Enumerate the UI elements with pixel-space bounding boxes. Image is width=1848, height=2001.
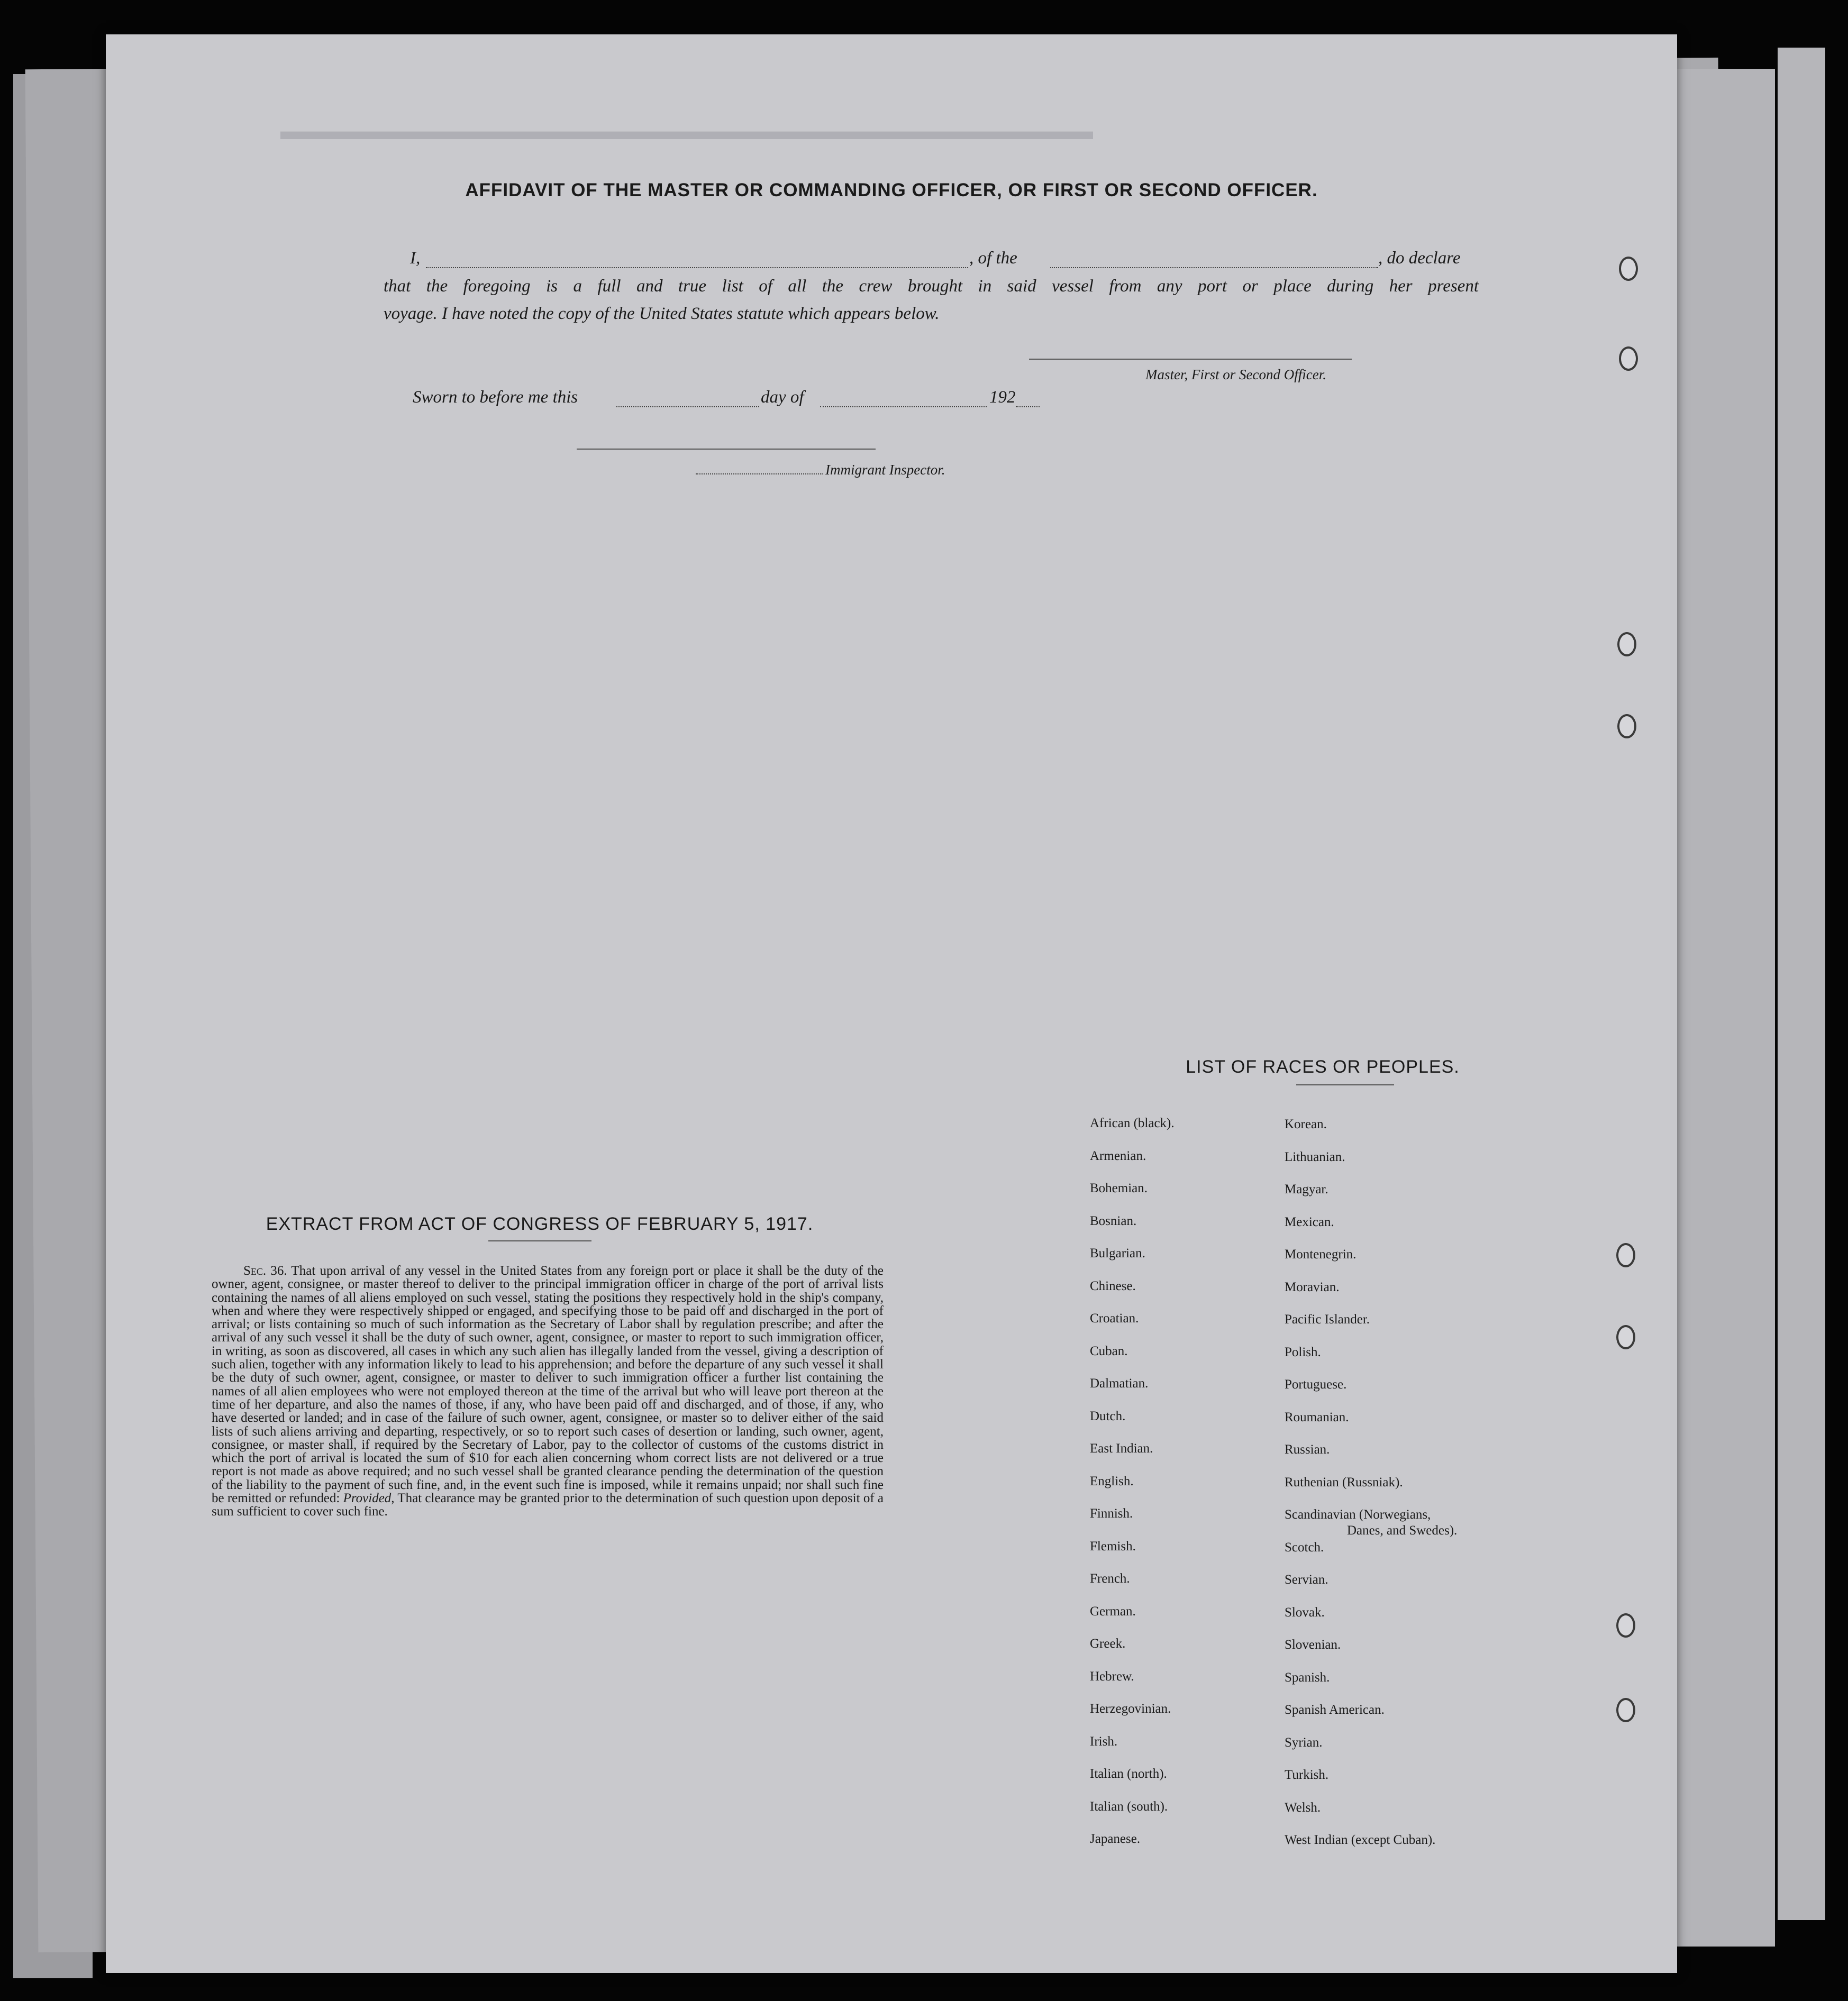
race-item: Welsh. <box>1285 1801 1321 1815</box>
race-item: Turkish. <box>1285 1768 1329 1782</box>
extract-title-rule <box>488 1240 591 1241</box>
extract-text-1: That upon arrival of any vessel in the United States from any foreign port or place it shall be the duty of the owner, agent, consignee, or master thereof to deliver to the principal immigration officer in charge of the port of arrival lists containing the names of all aliens employed on such vessel, stating the positions they respectively hold in the ship's company, when and where they were respectively shipped or engaged, and specifying those to be paid off and discharged in the port of arrival; or lists containing so much of such information as the Secretary of Labor shall by regulation prescribe; and after the arrival of any such vessel it shall be the duty of such owner, agent, consignee, or master to report to such immigration officer, in writing, as soon as discovered, all cases in which any such alien has illegally landed from the vessel, giving a description of such alien, together with any information likely to lead to his apprehension; and before the departure of any such vessel it shall be the duty of such owner, agent, consignee, or master to deliver to such immigration officer a further list containing the names of all alien employees who were not employed thereon at the time of the arrival but who will leave port thereon at the time of her departure, and also the names of those, if any, who have been paid off and discharged, and of those, if any, who have deserted or landed; and in case of the failure of such owner, agent, consignee, or master so to deliver either of the said lists of such aliens arriving and departing, respectively, or so to report such cases of desertion or landing, such owner, agent, consignee, or master shall, if required by the Secretary of Labor, pay to the collector of customs of the customs district in which the port of arrival is located the sum of $10 for each alien concerning whom correct lists are not delivered or a true report is not made as above required; and no such vessel shall be granted clearance pending the determination of the question of the liability to the payment of such fine, and, in the event such fine is imposed, while it remains unpaid; nor shall such fine be remitted or refunded: <box>212 1264 884 1506</box>
race-item: West Indian (except Cuban). <box>1285 1833 1436 1847</box>
sworn-month-field[interactable] <box>820 406 987 407</box>
document-page <box>106 34 1677 1973</box>
sworn-day-field[interactable] <box>616 406 759 407</box>
punch-hole <box>1619 346 1638 371</box>
race-item: Syrian. <box>1285 1735 1323 1750</box>
race-item: Italian (south). <box>1090 1799 1168 1814</box>
extract-text-2: That clearance may be granted prior to the determination of such question upon deposit of a sum sufficient to cover such fine. <box>212 1491 884 1519</box>
races-title: LIST OF RACES OR PEOPLES. <box>1186 1057 1460 1077</box>
punch-hole <box>1616 1325 1635 1349</box>
officer-name-field[interactable] <box>426 267 968 268</box>
race-item: Dalmatian. <box>1090 1376 1149 1391</box>
race-item: Flemish. <box>1090 1539 1136 1554</box>
affidavit-line2: that the foregoing is a full and true list of all the crew brought in said vessel from any port or place during her present <box>384 277 1479 296</box>
race-item: Irish. <box>1090 1734 1118 1749</box>
race-item: Slovak. <box>1285 1605 1325 1620</box>
inspector-signature-line[interactable] <box>577 449 876 450</box>
inspector-dots <box>696 473 823 474</box>
race-item: Armenian. <box>1090 1149 1146 1163</box>
race-item: Korean. <box>1285 1117 1327 1131</box>
race-item: Lithuanian. <box>1285 1150 1345 1164</box>
sworn-day-label: day of <box>761 388 804 407</box>
race-item: Montenegrin. <box>1285 1247 1357 1262</box>
race-item: Bulgarian. <box>1090 1246 1145 1260</box>
race-item: Portuguese. <box>1285 1377 1347 1392</box>
race-item: Greek. <box>1090 1637 1126 1651</box>
extract-sec-label: Sec. 36. <box>243 1264 287 1278</box>
race-item: Bosnian. <box>1090 1214 1137 1228</box>
race-item: Pacific Islander. <box>1285 1312 1370 1327</box>
race-item: French. <box>1090 1571 1130 1586</box>
punch-hole <box>1617 632 1636 656</box>
sworn-year: 192 <box>989 388 1016 407</box>
race-item: Servian. <box>1285 1573 1328 1587</box>
punch-hole <box>1616 1613 1635 1638</box>
race-item: Italian (north). <box>1090 1767 1167 1781</box>
race-item: Polish. <box>1285 1345 1321 1359</box>
race-item: English. <box>1090 1474 1134 1488</box>
race-item: Finnish. <box>1090 1506 1133 1521</box>
race-item: Scotch. <box>1285 1540 1324 1555</box>
race-item: Croatian. <box>1090 1311 1139 1326</box>
signature-line[interactable] <box>1029 359 1352 360</box>
race-item: Mexican. <box>1285 1215 1334 1229</box>
race-item: Bohemian. <box>1090 1181 1148 1195</box>
extract-body <box>212 1264 884 1519</box>
race-item: Magyar. <box>1285 1182 1328 1196</box>
races-right-column <box>1285 1117 1549 1911</box>
vessel-name-field[interactable] <box>1050 267 1378 268</box>
affidavit-do-declare: , do declare <box>1378 249 1461 268</box>
punch-hole <box>1616 1698 1635 1722</box>
race-item: Danes, and Swedes). <box>1347 1523 1458 1538</box>
race-item: Scandinavian (Norwegians, <box>1285 1507 1431 1522</box>
punch-hole <box>1617 714 1636 738</box>
race-item: Russian. <box>1285 1442 1330 1457</box>
races-title-rule <box>1296 1084 1394 1085</box>
background-strip-right <box>1778 48 1825 1920</box>
race-item: Roumanian. <box>1285 1410 1349 1424</box>
race-item: Herzegovinian. <box>1090 1702 1171 1716</box>
punch-hole <box>1619 257 1638 281</box>
affidavit-line1-start: I, <box>410 249 421 268</box>
sworn-year-field[interactable] <box>1016 406 1040 407</box>
race-item: Dutch. <box>1090 1409 1126 1423</box>
race-item: East Indian. <box>1090 1441 1153 1456</box>
race-item: Japanese. <box>1090 1832 1141 1846</box>
affidavit-line3: voyage. I have noted the copy of the United States statute which appears below. <box>384 304 940 323</box>
race-item: Cuban. <box>1090 1344 1128 1358</box>
background-sheet-right <box>1667 69 1775 1947</box>
affidavit-of-the: , of the <box>969 249 1017 268</box>
bleed-through-text: ▬▬▬▬▬▬▬▬▬▬▬▬▬▬▬▬▬▬▬▬▬▬▬▬▬▬▬▬▬▬▬▬ <box>280 117 1093 145</box>
inspector-label: Immigrant Inspector. <box>825 462 945 478</box>
affidavit-title: AFFIDAVIT OF THE MASTER OR COMMANDING OFFICER, OR FIRST OR SECOND OFFICER. <box>465 180 1318 200</box>
race-item: African (black). <box>1090 1116 1175 1130</box>
race-item: Moravian. <box>1285 1280 1340 1294</box>
race-item: Ruthenian (Russniak). <box>1285 1475 1403 1490</box>
punch-hole <box>1616 1243 1635 1267</box>
races-left-column <box>1090 1116 1291 1909</box>
race-item: Chinese. <box>1090 1279 1136 1293</box>
race-item: Spanish. <box>1285 1670 1330 1685</box>
signature-label: Master, First or Second Officer. <box>1145 367 1326 382</box>
race-item: Hebrew. <box>1090 1669 1134 1684</box>
sworn-prefix: Sworn to before me this <box>413 388 578 407</box>
race-item: Slovenian. <box>1285 1638 1341 1652</box>
extract-provided: Provided, <box>343 1491 395 1506</box>
race-item: German. <box>1090 1604 1136 1619</box>
race-item: Spanish American. <box>1285 1703 1385 1717</box>
extract-title: EXTRACT FROM ACT OF CONGRESS OF FEBRUARY 5, 1917. <box>266 1214 814 1234</box>
